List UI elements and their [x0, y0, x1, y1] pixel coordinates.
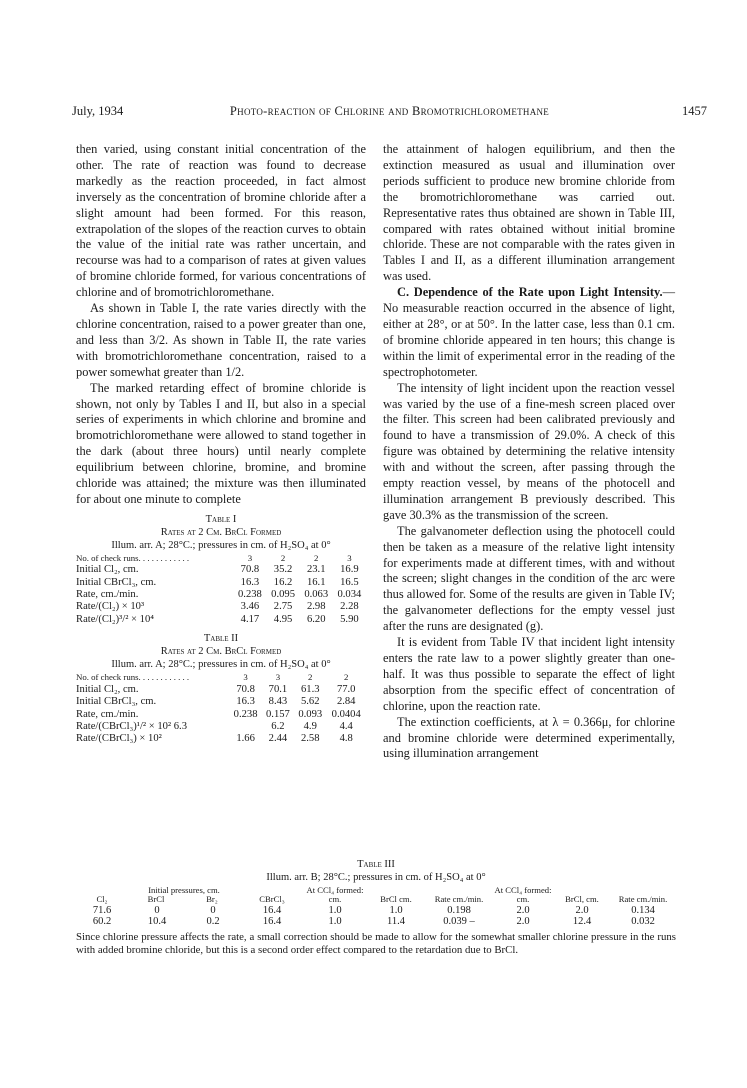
cell: 71.6 — [92, 904, 112, 916]
table-row — [76, 564, 366, 576]
col-header: At CCl₄ formed: cm. — [494, 885, 552, 905]
cell: 0.238 — [233, 708, 258, 720]
paragraph: The galvanometer deflection using the photocell could then be taken as a measure of the relative light intensity for experiments made at different times, with and without the screen; slight changes in the condition of the arc were thus allowed for. Some of the results are given in Table IV; the galvanometer deflections for the empty vessel just after the runs are designated (g). — [383, 523, 675, 634]
cell: 1.66 — [236, 733, 255, 745]
table-conditions: Illum. arr. B; 28°C.; pressures in cm. of H₂SO₄ at 0° — [266, 872, 486, 883]
col-header-group — [128, 886, 240, 905]
right-column — [383, 142, 675, 762]
table-row — [76, 733, 366, 745]
cell: 70.8 — [236, 683, 255, 695]
cell: 4.4 — [339, 720, 353, 732]
cell: 16.1 — [306, 576, 326, 588]
section-paragraph — [383, 285, 675, 380]
col-header: BrCl cm. — [380, 894, 412, 905]
table-2 — [76, 632, 366, 745]
col-header: BrCl — [147, 894, 165, 905]
cell: 5.90 — [340, 613, 359, 625]
table-row — [76, 684, 366, 696]
col-header: Br₂ — [206, 894, 218, 905]
cell: 8.43 — [268, 696, 288, 708]
left-column — [76, 142, 366, 746]
cell: 2.58 — [300, 733, 320, 745]
cell: 16.3 — [236, 696, 255, 708]
table-row — [76, 577, 366, 589]
cell: 2.44 — [268, 733, 288, 745]
col-header: At CCl₄ formed: cm. — [306, 885, 364, 905]
cell: 60.2 — [92, 916, 112, 928]
cell: 12.4 — [572, 916, 592, 928]
cell: 2 — [280, 552, 286, 563]
cell: 3 — [275, 672, 281, 683]
col-header: Rate cm./min. — [434, 894, 484, 905]
data-table — [76, 552, 366, 626]
table-subtitle: Rates at 2 Cm. BrCl Formed — [160, 646, 282, 658]
cell: 3 — [247, 552, 253, 563]
table-conditions: Illum. arr. A; 28°C.; pressures in cm. of H₂SO₄ at 0° — [111, 659, 331, 671]
cell: 70.1 — [268, 683, 288, 695]
cell: 0.095 — [271, 589, 295, 601]
cell: 2 — [308, 672, 313, 683]
cell: 61.3 — [300, 683, 320, 695]
page-number: 1457 — [682, 104, 707, 118]
row-label: Initial Cl₂, cm. — [76, 564, 139, 576]
cell: 2 — [314, 552, 319, 563]
data-table — [76, 886, 676, 928]
table-row — [76, 614, 366, 626]
table-conditions: Illum. arr. A; 28°C.; pressures in cm. of H₂SO₄ at 0° — [111, 539, 331, 551]
row-label: Rate/(Cl₂) × 10³ — [76, 601, 145, 613]
table-header-row — [76, 886, 676, 905]
cell: 3 — [243, 672, 248, 683]
cell: 0.198 — [447, 904, 471, 916]
table-subtitle: Rates at 2 Cm. BrCl Formed — [160, 526, 282, 538]
paragraph: The marked retarding effect of bromine chloride is shown, not only by Tables I and II, but also in a special series of experiments in which chlorine and bromine and bromotrichloromethane were allowed to stand together in the dark (about three hours) until nearly complete equilibrium between chlorine, bromine, and bromine chloride was attained; the mixture was then illuminated for about one minute to complete — [76, 380, 366, 506]
cell: 0.032 — [631, 916, 655, 928]
cell: 23.1 — [306, 564, 326, 576]
table-title: Table II — [203, 633, 239, 645]
cell: 0.134 — [631, 904, 655, 916]
col-header: CBrCl₃ — [259, 894, 285, 905]
cell: 3.46 — [240, 601, 260, 613]
paragraph: then varied, using constant initial concentration of the other. The rate of reaction was found to decrease markedly as the reaction proceeded, in fact almost inversely as the concentration of bromine chloride after a slight amount had been formed. For this reason, extrapolation of the slopes of the reaction curves to obtain the value of the initial rate was rather uncertain, and recourse was had to a comparison of rates at given values of bromine chloride formed, for various concentrations of chlorine and of bromotrichloromethane. — [76, 142, 366, 300]
row-label: Rate/(CBrCl₃)¹/² × 10² 6.3 — [76, 720, 188, 732]
col-header: Cl₂ — [96, 894, 108, 905]
table-title: Table III — [357, 859, 395, 870]
data-table — [76, 671, 366, 745]
cell: 0.034 — [337, 589, 362, 601]
cell: 16.3 — [240, 576, 260, 588]
cell — [229, 721, 261, 733]
table-row — [76, 905, 676, 917]
table-row — [76, 671, 366, 683]
row-label: Rate/(Cl₂)³/² × 10⁴ — [76, 613, 154, 625]
cell: 0 — [210, 904, 216, 916]
table-1 — [76, 513, 366, 626]
paragraph: the attainment of halogen equilibrium, and then the extinction measured as usual and illumination over periods sufficient to produce new bromine chloride from the bromotrichloromethane was carried out. Representative rates thus obtained are shown in Table III, compared with rates obtained without initial bromine chloride. These are not comparable with the rates given in Tables I and II, as a different illumination arrangement was used. — [383, 142, 675, 284]
cell: 4.9 — [303, 720, 317, 732]
cell: 16.4 — [262, 916, 282, 928]
col-header: Rate cm./min. — [618, 894, 668, 905]
cell: 6.20 — [306, 613, 326, 625]
section-heading: C. Dependence of the Rate upon Light Intensity. — [397, 285, 663, 300]
cell: 0 — [154, 904, 160, 916]
cell: 4.8 — [339, 733, 353, 745]
paragraph-text: —No measurable reaction occurred in the absence of light, either at 28°, or at 50°. In the latter case, less than 0.1 cm. of bromine chloride appeared in ten hours; this change is within the limit of experimental error in the reading of the spectrophotometer. — [383, 285, 675, 379]
cell: 16.9 — [340, 564, 359, 576]
cell: 0.039 – — [443, 916, 475, 928]
col-group-label: Initial pressures, cm. — [148, 885, 220, 895]
paragraph: As shown in Table I, the rate varies directly with the chlorine concentration, raised to a power greater than one, and less than 3/2. As shown in Table II, the rate varies with bromotrichloromethane concentration, raised to a power somewhat greater than 1/2. — [76, 301, 366, 379]
table-row — [76, 916, 676, 928]
table-row — [76, 721, 366, 733]
cell: 1.0 — [328, 916, 342, 928]
col-header: BrCl, cm. — [565, 894, 599, 905]
running-head — [72, 104, 707, 122]
row-label: Rate, cm./min. — [76, 708, 139, 720]
cell: 6.2 — [271, 720, 285, 732]
cell: 0.2 — [206, 916, 220, 928]
article-title: Photo-reaction of Chlorine and Bromotrichloromethane — [229, 104, 550, 118]
row-label: Rate, cm./min. — [76, 589, 139, 601]
paragraph: It is evident from Table IV that incident light intensity enters the rate law to a power slightly greater than one-half. It was thus possible to separate the effect of light absorption from the specific effect of concentration of chlorine, upon the reaction rate. — [383, 635, 675, 713]
row-label: No. of check runs. . . . . . . . . . . . — [76, 672, 190, 683]
cell: 16.4 — [262, 904, 282, 916]
cell: 2.0 — [516, 916, 530, 928]
cell: 0.093 — [298, 708, 323, 720]
cell: 35.2 — [273, 564, 293, 576]
row-label: Initial CBrCl₃, cm. — [76, 696, 157, 708]
cell: 5.62 — [300, 696, 320, 708]
cell: 2.28 — [340, 601, 359, 613]
row-label: Rate/(CBrCl₃) × 10² — [76, 733, 162, 745]
paragraph: The extinction coefficients, at λ = 0.366μ, for chlorine and bromine chloride were determined experimentally, using illumination arrangement — [383, 714, 675, 761]
cell: 4.95 — [273, 613, 293, 625]
cell: 4.17 — [240, 613, 260, 625]
table-row — [76, 601, 366, 613]
cell: 2.0 — [516, 904, 530, 916]
cell: 11.4 — [387, 916, 405, 928]
cell: 2.98 — [306, 601, 326, 613]
cell: 0.238 — [238, 589, 262, 601]
table-title: Table I — [205, 513, 237, 525]
cell: 10.4 — [147, 916, 167, 928]
row-label: No. of check runs. . . . . . . . . . . . — [76, 552, 190, 563]
cell: 2 — [344, 672, 349, 683]
cell: 0.0404 — [331, 708, 361, 720]
cell: 0.157 — [266, 708, 290, 720]
table-row — [76, 696, 366, 708]
cell: 0.063 — [304, 589, 329, 601]
row-label: Initial CBrCl₃, cm. — [76, 576, 157, 588]
cell: 16.2 — [273, 576, 293, 588]
cell: 16.5 — [340, 576, 359, 588]
cell: 77.0 — [336, 683, 356, 695]
issue-date: July, 1934 — [72, 104, 124, 118]
cell: 1.0 — [328, 904, 342, 916]
table-row — [76, 709, 366, 721]
table-footnote: Since chlorine pressure affects the rate, a small correction should be made to allow for the somewhat smaller chlorine pressure in the runs with added bromine chloride, but this is a second order effect compared to the retardation due to BrCl. — [76, 930, 676, 957]
cell: 3 — [347, 552, 352, 563]
cell: 2.75 — [273, 601, 293, 613]
cell: 2.0 — [575, 904, 589, 916]
table-3 — [76, 858, 676, 957]
paragraph: The intensity of light incident upon the reaction vessel was varied by the use of a fine-mesh screen placed over the filter. This screen had been calibrated previously and found to have a transmission of 29.0%. A check of this figure was obtained by determining the relative intensity with and without the screen, after passing through the empty reaction vessel, by means of the photocell and illumination arrangement B previously described. This gave 30.3% as the transmission of the screen. — [383, 380, 675, 522]
row-label: Initial Cl₂, cm. — [76, 683, 139, 695]
table-row — [76, 552, 366, 564]
cell: 2.84 — [336, 696, 356, 708]
cell: 1.0 — [389, 904, 403, 916]
cell: 70.8 — [240, 564, 260, 576]
table-row — [76, 589, 366, 601]
